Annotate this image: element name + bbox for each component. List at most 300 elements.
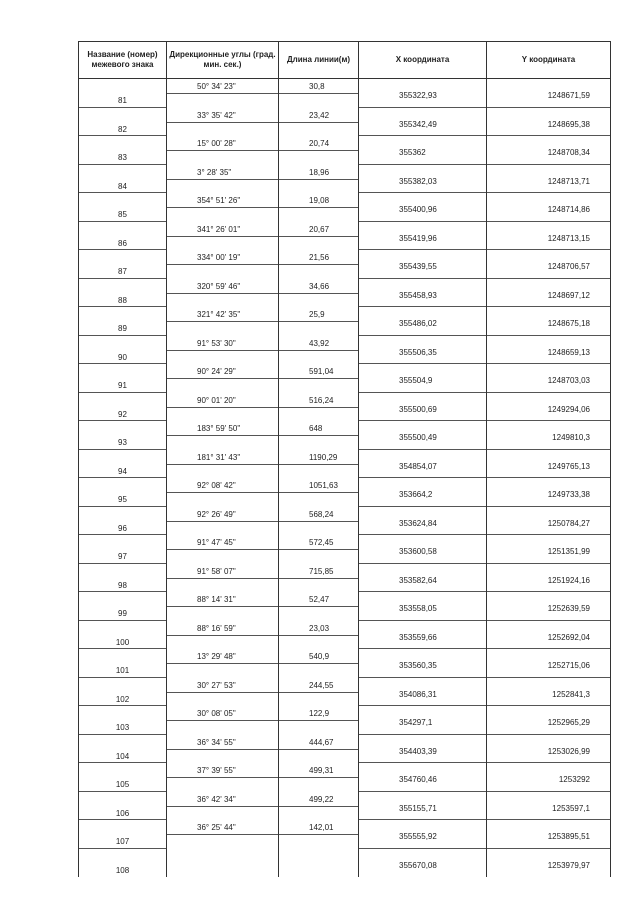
table-row bbox=[79, 450, 611, 479]
x-coordinate-cell bbox=[359, 108, 487, 137]
y-coordinate: 1252965,29 bbox=[547, 718, 590, 727]
directional-angle: 30° 08' 05" bbox=[197, 709, 236, 718]
y-coordinate: 1248706,57 bbox=[547, 262, 590, 271]
y-coordinate: 1252841,3 bbox=[552, 689, 590, 699]
table-row bbox=[79, 649, 611, 678]
line-length: 591,04 bbox=[309, 367, 334, 376]
x-coordinate: 355670,08 bbox=[399, 860, 437, 870]
y-coordinate: 1249733,38 bbox=[547, 490, 590, 499]
header-angles: Дирекционные углы (град. мин. сек.) bbox=[167, 42, 279, 79]
table-row bbox=[79, 222, 611, 251]
x-coordinate-cell bbox=[359, 478, 487, 507]
marker-number-cell bbox=[79, 364, 167, 393]
y-coordinate: 1252715,06 bbox=[547, 661, 590, 670]
line-length-cell bbox=[279, 507, 359, 536]
x-coordinate-cell bbox=[359, 307, 487, 336]
line-length-cell bbox=[279, 307, 359, 336]
table-row bbox=[79, 478, 611, 507]
marker-number: 98 bbox=[118, 580, 127, 590]
y-coordinate-cell bbox=[487, 136, 611, 165]
table-row bbox=[79, 364, 611, 393]
line-length-cell bbox=[279, 592, 359, 621]
line-length-cell bbox=[279, 79, 359, 108]
marker-number: 102 bbox=[115, 694, 130, 704]
x-coordinate: 355439,55 bbox=[399, 262, 437, 271]
line-length-cell bbox=[279, 393, 359, 422]
marker-number-cell bbox=[79, 393, 167, 422]
line-length: 1051,63 bbox=[309, 481, 338, 490]
line-length: 19,08 bbox=[309, 196, 330, 205]
x-coordinate-cell bbox=[359, 393, 487, 422]
x-coordinate: 354854,07 bbox=[399, 461, 437, 471]
directional-angle-cell bbox=[167, 279, 279, 308]
x-coordinate: 355362 bbox=[399, 148, 426, 157]
directional-angle-cell bbox=[167, 364, 279, 393]
x-coordinate-cell bbox=[359, 820, 487, 849]
x-coordinate-cell bbox=[359, 450, 487, 479]
x-coordinate: 355506,35 bbox=[399, 347, 437, 357]
line-length: 21,56 bbox=[309, 253, 330, 262]
boundary-coordinates-table bbox=[78, 41, 611, 877]
x-coordinate: 353558,05 bbox=[399, 604, 437, 613]
directional-angle-cell bbox=[167, 535, 279, 564]
marker-number: 107 bbox=[115, 837, 130, 846]
line-length: 43,92 bbox=[309, 338, 330, 348]
directional-angle-cell bbox=[167, 222, 279, 251]
line-length: 499,22 bbox=[309, 794, 334, 804]
table-row bbox=[79, 849, 611, 878]
directional-angle: 88° 14' 31" bbox=[197, 595, 236, 604]
line-length: 18,96 bbox=[309, 167, 330, 177]
table-row bbox=[79, 393, 611, 422]
marker-number-cell bbox=[79, 108, 167, 137]
marker-number-cell bbox=[79, 792, 167, 821]
y-coordinate: 1253979,97 bbox=[547, 860, 590, 870]
y-coordinate-cell bbox=[487, 165, 611, 194]
directional-angle: 354° 51' 26" bbox=[197, 196, 241, 205]
y-coordinate: 1251351,99 bbox=[547, 547, 590, 556]
directional-angle: 321° 42' 35" bbox=[197, 310, 241, 319]
table-row bbox=[79, 621, 611, 650]
x-coordinate-cell bbox=[359, 136, 487, 165]
line-length: 444,67 bbox=[309, 737, 334, 747]
y-coordinate: 1253292 bbox=[558, 775, 590, 784]
line-length: 648 bbox=[309, 424, 323, 433]
line-length-cell bbox=[279, 706, 359, 735]
directional-angle-cell bbox=[167, 79, 279, 108]
table-row bbox=[79, 165, 611, 194]
table-row bbox=[79, 820, 611, 849]
line-length-cell bbox=[279, 564, 359, 593]
line-length-cell bbox=[279, 621, 359, 650]
marker-number-cell bbox=[79, 849, 167, 878]
y-coordinate: 1249765,13 bbox=[547, 461, 590, 471]
marker-number-cell bbox=[79, 706, 167, 735]
x-coordinate-cell bbox=[359, 535, 487, 564]
marker-number: 104 bbox=[115, 751, 130, 761]
x-coordinate: 355458,93 bbox=[399, 290, 437, 300]
line-length: 540,9 bbox=[309, 652, 330, 661]
line-length-cell bbox=[279, 849, 359, 878]
marker-number-cell bbox=[79, 678, 167, 707]
directional-angle-cell bbox=[167, 336, 279, 365]
x-coordinate-cell bbox=[359, 250, 487, 279]
directional-angle: 13° 29' 48" bbox=[197, 652, 236, 661]
y-coordinate-cell bbox=[487, 763, 611, 792]
marker-number: 92 bbox=[118, 409, 127, 419]
directional-angle: 90° 01' 20" bbox=[197, 395, 236, 405]
y-coordinate-cell bbox=[487, 222, 611, 251]
y-coordinate: 1248659,13 bbox=[547, 347, 590, 357]
table-row bbox=[79, 421, 611, 450]
table-row bbox=[79, 307, 611, 336]
line-length-cell bbox=[279, 478, 359, 507]
line-length: 568,24 bbox=[309, 509, 334, 519]
line-length-cell bbox=[279, 792, 359, 821]
x-coordinate: 353560,35 bbox=[399, 661, 437, 670]
header-length: Длина линии(м) bbox=[279, 42, 359, 79]
marker-number-cell bbox=[79, 763, 167, 792]
marker-number: 103 bbox=[115, 723, 130, 732]
table-row bbox=[79, 706, 611, 735]
y-coordinate: 1248703,03 bbox=[547, 376, 590, 385]
directional-angle: 320° 59' 46" bbox=[197, 281, 241, 291]
x-coordinate-cell bbox=[359, 279, 487, 308]
y-coordinate-cell bbox=[487, 678, 611, 707]
marker-number: 93 bbox=[118, 438, 127, 447]
line-length: 122,9 bbox=[309, 709, 330, 718]
marker-number: 91 bbox=[118, 381, 127, 390]
table-header-row bbox=[79, 42, 611, 79]
y-coordinate-cell bbox=[487, 592, 611, 621]
y-coordinate: 1248695,38 bbox=[547, 119, 590, 129]
y-coordinate-cell bbox=[487, 336, 611, 365]
x-coordinate: 354760,46 bbox=[399, 775, 437, 784]
directional-angle: 341° 26' 01" bbox=[197, 224, 241, 234]
directional-angle-cell bbox=[167, 678, 279, 707]
line-length: 516,24 bbox=[309, 395, 334, 405]
line-length-cell bbox=[279, 193, 359, 222]
x-coordinate-cell bbox=[359, 706, 487, 735]
directional-angle-cell bbox=[167, 592, 279, 621]
marker-number: 86 bbox=[118, 238, 127, 248]
y-coordinate: 1253597,1 bbox=[552, 803, 590, 813]
line-length: 30,8 bbox=[309, 82, 325, 91]
x-coordinate-cell bbox=[359, 364, 487, 393]
directional-angle: 36° 34' 55" bbox=[197, 737, 236, 747]
x-coordinate: 355555,92 bbox=[399, 832, 437, 841]
directional-angle: 92° 08' 42" bbox=[197, 481, 236, 490]
line-length-cell bbox=[279, 535, 359, 564]
marker-number-cell bbox=[79, 193, 167, 222]
table-row bbox=[79, 279, 611, 308]
marker-number-cell bbox=[79, 450, 167, 479]
x-coordinate-cell bbox=[359, 792, 487, 821]
x-coordinate-cell bbox=[359, 849, 487, 878]
y-coordinate: 1248714,86 bbox=[547, 205, 590, 214]
directional-angle-cell bbox=[167, 507, 279, 536]
y-coordinate: 1253026,99 bbox=[547, 746, 590, 756]
y-coordinate-cell bbox=[487, 849, 611, 878]
line-length-cell bbox=[279, 222, 359, 251]
y-coordinate-cell bbox=[487, 279, 611, 308]
marker-number-cell bbox=[79, 478, 167, 507]
directional-angle: 15° 00' 28" bbox=[197, 139, 236, 148]
y-coordinate-cell bbox=[487, 307, 611, 336]
y-coordinate-cell bbox=[487, 564, 611, 593]
y-coordinate: 1249810,3 bbox=[552, 433, 590, 442]
x-coordinate: 353600,58 bbox=[399, 547, 437, 556]
directional-angle: 92° 26' 49" bbox=[197, 509, 236, 519]
marker-number-cell bbox=[79, 621, 167, 650]
directional-angle-cell bbox=[167, 421, 279, 450]
x-coordinate: 355486,02 bbox=[399, 319, 437, 328]
table-row bbox=[79, 678, 611, 707]
marker-number: 106 bbox=[115, 808, 130, 818]
directional-angle: 91° 47' 45" bbox=[197, 538, 236, 547]
x-coordinate-cell bbox=[359, 193, 487, 222]
x-coordinate: 355155,71 bbox=[399, 803, 437, 813]
table-row bbox=[79, 763, 611, 792]
line-length-cell bbox=[279, 763, 359, 792]
y-coordinate-cell bbox=[487, 393, 611, 422]
line-length: 20,67 bbox=[309, 224, 330, 234]
line-length: 34,66 bbox=[309, 281, 330, 291]
marker-number-cell bbox=[79, 592, 167, 621]
marker-number-cell bbox=[79, 421, 167, 450]
y-coordinate-cell bbox=[487, 792, 611, 821]
directional-angle: 50° 34' 23" bbox=[197, 82, 236, 91]
directional-angle: 334° 00' 19" bbox=[197, 253, 241, 262]
marker-number: 84 bbox=[118, 181, 127, 191]
x-coordinate: 355419,96 bbox=[399, 233, 437, 243]
directional-angle: 183° 59' 50" bbox=[197, 424, 241, 433]
line-length: 20,74 bbox=[309, 139, 330, 148]
marker-number: 83 bbox=[118, 153, 127, 162]
line-length: 23,03 bbox=[309, 623, 330, 633]
y-coordinate: 1249294,06 bbox=[547, 404, 590, 414]
line-length-cell bbox=[279, 108, 359, 137]
line-length: 25,9 bbox=[309, 310, 325, 319]
line-length: 499,31 bbox=[309, 766, 334, 775]
table-row bbox=[79, 336, 611, 365]
x-coordinate: 353624,84 bbox=[399, 518, 437, 528]
directional-angle-cell bbox=[167, 165, 279, 194]
line-length-cell bbox=[279, 336, 359, 365]
line-length: 52,47 bbox=[309, 595, 330, 604]
marker-number-cell bbox=[79, 507, 167, 536]
directional-angle-cell bbox=[167, 250, 279, 279]
directional-angle: 30° 27' 53" bbox=[197, 680, 236, 690]
marker-number-cell bbox=[79, 307, 167, 336]
marker-number: 99 bbox=[118, 609, 127, 618]
y-coordinate: 1252639,59 bbox=[547, 604, 590, 613]
y-coordinate-cell bbox=[487, 820, 611, 849]
y-coordinate: 1248671,59 bbox=[547, 91, 590, 100]
line-length-cell bbox=[279, 820, 359, 849]
y-coordinate-cell bbox=[487, 193, 611, 222]
x-coordinate: 353664,2 bbox=[399, 490, 433, 499]
line-length: 244,55 bbox=[309, 680, 334, 690]
y-coordinate: 1251924,16 bbox=[547, 575, 590, 585]
marker-number: 95 bbox=[118, 495, 127, 504]
y-coordinate-cell bbox=[487, 535, 611, 564]
marker-number: 100 bbox=[115, 637, 130, 647]
directional-angle-cell bbox=[167, 193, 279, 222]
directional-angle-cell bbox=[167, 735, 279, 764]
y-coordinate: 1250784,27 bbox=[547, 518, 590, 528]
table-row bbox=[79, 535, 611, 564]
x-coordinate: 354403,39 bbox=[399, 746, 437, 756]
directional-angle-cell bbox=[167, 649, 279, 678]
x-coordinate-cell bbox=[359, 735, 487, 764]
x-coordinate-cell bbox=[359, 678, 487, 707]
marker-number: 97 bbox=[118, 552, 127, 561]
directional-angle-cell bbox=[167, 564, 279, 593]
directional-angle-cell bbox=[167, 706, 279, 735]
x-coordinate: 355400,96 bbox=[399, 205, 437, 214]
marker-number-cell bbox=[79, 250, 167, 279]
table-row bbox=[79, 193, 611, 222]
table-body bbox=[79, 79, 611, 878]
line-length: 23,42 bbox=[309, 110, 330, 120]
table-row bbox=[79, 250, 611, 279]
x-coordinate: 355382,03 bbox=[399, 176, 437, 186]
y-coordinate: 1248708,34 bbox=[547, 148, 590, 157]
x-coordinate: 355342,49 bbox=[399, 119, 437, 129]
marker-number-cell bbox=[79, 649, 167, 678]
x-coordinate-cell bbox=[359, 564, 487, 593]
y-coordinate: 1253895,51 bbox=[547, 832, 590, 841]
header-y: Y координата bbox=[487, 42, 611, 79]
directional-angle: 36° 42' 34" bbox=[197, 794, 236, 804]
directional-angle-cell bbox=[167, 136, 279, 165]
line-length-cell bbox=[279, 136, 359, 165]
directional-angle: 90° 24' 29" bbox=[197, 367, 236, 376]
table-row bbox=[79, 592, 611, 621]
line-length-cell bbox=[279, 649, 359, 678]
x-coordinate: 355504,9 bbox=[399, 376, 433, 385]
marker-number-cell bbox=[79, 564, 167, 593]
x-coordinate: 355500,49 bbox=[399, 433, 437, 442]
x-coordinate-cell bbox=[359, 763, 487, 792]
marker-number-cell bbox=[79, 165, 167, 194]
marker-number: 94 bbox=[118, 466, 127, 476]
y-coordinate: 1248697,12 bbox=[547, 290, 590, 300]
directional-angle: 37° 39' 55" bbox=[197, 766, 236, 775]
x-coordinate-cell bbox=[359, 336, 487, 365]
header-name: Название (номер) межевого знака bbox=[79, 42, 167, 79]
x-coordinate: 354297,1 bbox=[399, 718, 433, 727]
line-length-cell bbox=[279, 450, 359, 479]
directional-angle-cell bbox=[167, 307, 279, 336]
directional-angle-cell bbox=[167, 621, 279, 650]
marker-number: 82 bbox=[118, 124, 127, 134]
directional-angle: 36° 25' 44" bbox=[197, 823, 236, 832]
x-coordinate: 353559,66 bbox=[399, 632, 437, 642]
marker-number-cell bbox=[79, 735, 167, 764]
marker-number: 88 bbox=[118, 295, 127, 305]
table-row bbox=[79, 792, 611, 821]
directional-angle: 181° 31' 43" bbox=[197, 452, 241, 462]
marker-number-cell bbox=[79, 336, 167, 365]
y-coordinate: 1252692,04 bbox=[547, 632, 590, 642]
directional-angle: 91° 53' 30" bbox=[197, 338, 236, 348]
y-coordinate: 1248675,18 bbox=[547, 319, 590, 328]
marker-number-cell bbox=[79, 222, 167, 251]
marker-number: 108 bbox=[115, 865, 130, 875]
directional-angle-cell bbox=[167, 763, 279, 792]
header-x: X координата bbox=[359, 42, 487, 79]
line-length: 1190,29 bbox=[309, 452, 338, 462]
marker-number-cell bbox=[79, 279, 167, 308]
line-length-cell bbox=[279, 279, 359, 308]
directional-angle: 88° 16' 59" bbox=[197, 623, 236, 633]
y-coordinate-cell bbox=[487, 507, 611, 536]
x-coordinate-cell bbox=[359, 507, 487, 536]
y-coordinate-cell bbox=[487, 108, 611, 137]
table-row bbox=[79, 507, 611, 536]
y-coordinate-cell bbox=[487, 706, 611, 735]
table-row bbox=[79, 564, 611, 593]
marker-number-cell bbox=[79, 79, 167, 108]
directional-angle-cell bbox=[167, 108, 279, 137]
directional-angle-cell bbox=[167, 849, 279, 878]
x-coordinate-cell bbox=[359, 222, 487, 251]
marker-number: 96 bbox=[118, 523, 127, 533]
y-coordinate-cell bbox=[487, 79, 611, 108]
line-length-cell bbox=[279, 421, 359, 450]
table-row bbox=[79, 136, 611, 165]
marker-number-cell bbox=[79, 136, 167, 165]
marker-number: 101 bbox=[115, 666, 130, 675]
y-coordinate: 1248713,71 bbox=[547, 176, 590, 186]
line-length-cell bbox=[279, 678, 359, 707]
y-coordinate-cell bbox=[487, 649, 611, 678]
x-coordinate-cell bbox=[359, 79, 487, 108]
x-coordinate: 354086,31 bbox=[399, 689, 437, 699]
x-coordinate-cell bbox=[359, 621, 487, 650]
marker-number: 85 bbox=[118, 210, 127, 219]
y-coordinate-cell bbox=[487, 421, 611, 450]
marker-number-cell bbox=[79, 535, 167, 564]
directional-angle-cell bbox=[167, 792, 279, 821]
directional-angle: 91° 58' 07" bbox=[197, 566, 236, 576]
directional-angle: 33° 35' 42" bbox=[197, 110, 236, 120]
x-coordinate-cell bbox=[359, 592, 487, 621]
line-length-cell bbox=[279, 250, 359, 279]
marker-number-cell bbox=[79, 820, 167, 849]
line-length: 715,85 bbox=[309, 566, 334, 576]
table-row bbox=[79, 108, 611, 137]
y-coordinate-cell bbox=[487, 621, 611, 650]
line-length: 142,01 bbox=[309, 823, 334, 832]
directional-angle-cell bbox=[167, 820, 279, 849]
directional-angle-cell bbox=[167, 478, 279, 507]
x-coordinate-cell bbox=[359, 649, 487, 678]
marker-number: 90 bbox=[118, 352, 127, 362]
marker-number: 89 bbox=[118, 324, 127, 333]
y-coordinate-cell bbox=[487, 450, 611, 479]
table-row bbox=[79, 79, 611, 108]
y-coordinate-cell bbox=[487, 250, 611, 279]
marker-number: 81 bbox=[118, 96, 127, 105]
line-length: 572,45 bbox=[309, 538, 334, 547]
directional-angle-cell bbox=[167, 393, 279, 422]
y-coordinate-cell bbox=[487, 478, 611, 507]
marker-number: 105 bbox=[115, 780, 130, 789]
x-coordinate-cell bbox=[359, 165, 487, 194]
